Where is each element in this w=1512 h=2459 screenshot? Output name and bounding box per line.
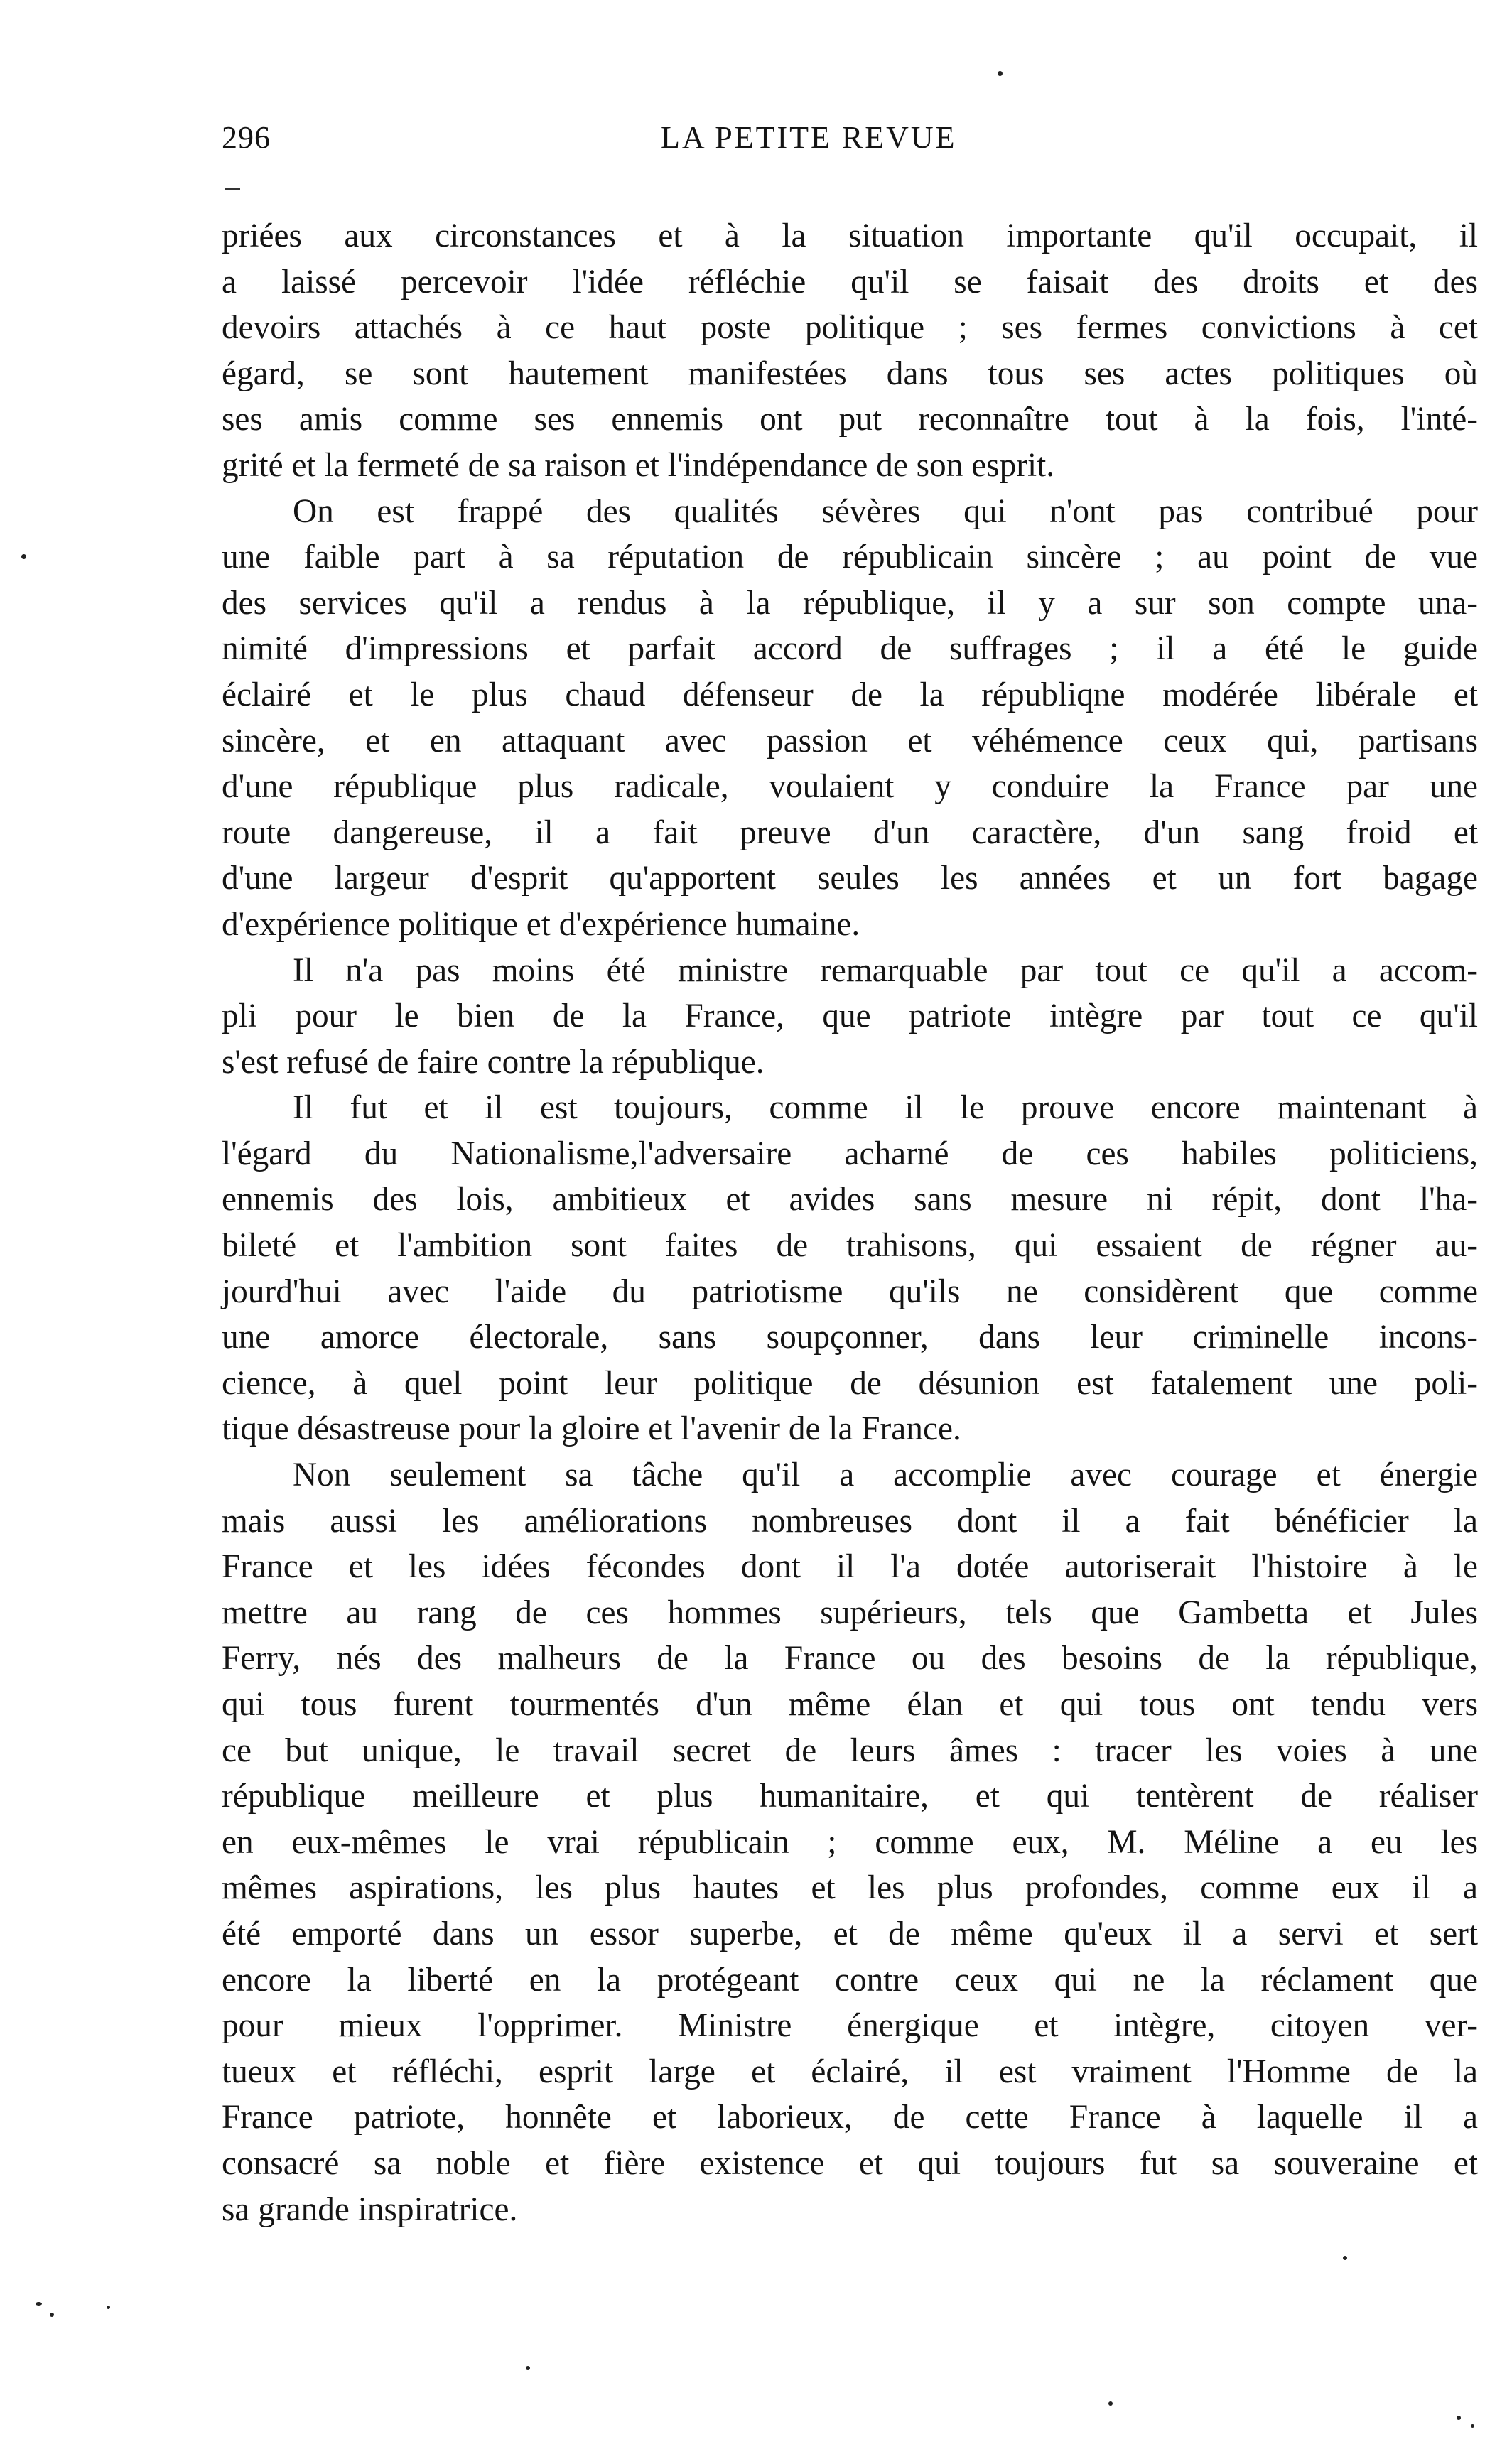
text-line: d'une largeur d'esprit qu'apportent seules les années et un fort bagage [222,860,1478,897]
scan-speck [1343,2256,1347,2260]
scan-speck [1108,2401,1113,2406]
text-line: mêmes aspirations, les plus hautes et les plus profondes, comme eux il a [222,1869,1478,1907]
text-line: tique désastreuse pour la gloire et l'avenir de la France. [222,1410,961,1448]
text-line: route dangereuse, il a fait preuve d'un caractère, d'un sang froid et [222,814,1478,851]
text-line: On est frappé des qualités sévères qui n'ont pas contribué pour [293,492,1478,530]
scan-speck [21,554,26,559]
text-line: l'égard du Nationalisme,l'adversaire acharné de ces habiles politiciens, [222,1135,1478,1172]
text-line: Il n'a pas moins été ministre remarquable par tout ce qu'il a accom- [293,951,1478,989]
text-line: mettre au rang de ces hommes supérieurs, tels que Gambetta et Jules [222,1594,1478,1631]
text-line: pli pour le bien de la France, que patriote intègre par tout ce qu'il [222,998,1478,1035]
text-line: bileté et l'ambition sont faites de trahisons, qui essaient de régner au- [222,1227,1478,1265]
text-line: grité et la fermeté de sa raison et l'indépendance de son esprit. [222,446,1055,484]
text-line: s'est refusé de faire contre la république. [222,1043,765,1081]
text-line: une amorce électorale, sans soupçonner, dans leur criminelle incons- [222,1319,1478,1356]
body-text [222,213,1478,2232]
running-title: LA PETITE REVUE [661,120,957,155]
text-line: priées aux circonstances et à la situation importante qu'il occupait, il [222,217,1478,254]
text-line: cience, à quel point leur politique de désunion est fatalement une poli- [222,1364,1478,1402]
text-line: tueux et réfléchi, esprit large et éclairé, il est vraiment l'Homme de la [222,2053,1478,2090]
text-line: encore la liberté en la protégeant contre ceux qui ne la réclament que [222,1961,1478,1999]
paragraph [222,1452,1478,2232]
text-line: Il fut et il est toujours, comme il le prouve encore maintenant à [293,1089,1478,1127]
text-line: égard, se sont hautement manifestées dans tous ses actes politiques où [222,355,1478,392]
scan-speck [107,2306,110,2309]
paragraph [222,1085,1478,1452]
text-line: ce but unique, le travail secret de leurs âmes : tracer les voies à une [222,1731,1478,1769]
header-rule [225,188,240,190]
scan-speck [36,2302,42,2306]
text-line: sa grande inspiratrice. [222,2190,518,2228]
text-line: d'une république plus radicale, voulaient y conduire la France par une [222,768,1478,806]
scan-speck [526,2366,530,2370]
text-line: Ferry, nés des malheurs de la France ou des besoins de la république, [222,1640,1478,1677]
text-line: Non seulement sa tâche qu'il a accomplie avec courage et énergie [293,1457,1478,1494]
text-line: mais aussi les améliorations nombreuses dont il a fait bénéficier la [222,1502,1478,1540]
text-line: été emporté dans un essor superbe, et de même qu'eux il a servi et sert [222,1915,1478,1952]
text-line: France patriote, honnête et laborieux, de cette France à laquelle il a [222,2099,1478,2136]
text-line: qui tous furent tourmentés d'un même élan et qui tous ont tendu vers [222,1686,1478,1723]
text-line: sincère, et en attaquant avec passion et véhémence ceux qui, partisans [222,722,1478,760]
text-line: ennemis des lois, ambitieux et avides sans mesure ni répit, dont l'ha- [222,1181,1478,1218]
text-line: éclairé et le plus chaud défenseur de la républiqne modérée libérale et [222,676,1478,713]
text-line: devoirs attachés à ce haut poste politique ; ses fermes convictions à cet [222,309,1478,347]
paragraph [222,489,1478,948]
text-line: république meilleure et plus humanitaire, et qui tentèrent de réaliser [222,1778,1478,1815]
text-line: une faible part à sa réputation de républicain sincère ; au point de vue [222,539,1478,576]
scan-speck [998,71,1003,76]
text-line: nimité d'impressions et parfait accord de suffrages ; il a été le guide [222,630,1478,668]
text-line: a laissé percevoir l'idée réfléchie qu'il se faisait des droits et des [222,263,1478,301]
scan-speck [1457,2416,1461,2420]
text-line: ses amis comme ses ennemis ont put reconnaître tout à la fois, l'inté- [222,401,1478,438]
scan-speck [1471,2424,1474,2428]
page-number: 296 [222,120,271,155]
paragraph [222,948,1478,1086]
paragraph [222,213,1478,489]
text-line: jourd'hui avec l'aide du patriotisme qu'ils ne considèrent que comme [222,1272,1478,1310]
text-line: consacré sa noble et fière existence et qui toujours fut sa souveraine et [222,2144,1478,2182]
text-line: pour mieux l'opprimer. Ministre énergique et intègre, citoyen ver- [222,2007,1478,2045]
scan-speck [50,2313,54,2317]
text-line: France et les idées fécondes dont il l'a dotée autoriserait l'histoire à le [222,1548,1478,1586]
text-line: des services qu'il a rendus à la république, il y a sur son compte una- [222,584,1478,622]
text-line: d'expérience politique et d'expérience humaine. [222,905,860,943]
text-line: en eux-mêmes le vrai républicain ; comme eux, M. Méline a eu les [222,1823,1478,1861]
